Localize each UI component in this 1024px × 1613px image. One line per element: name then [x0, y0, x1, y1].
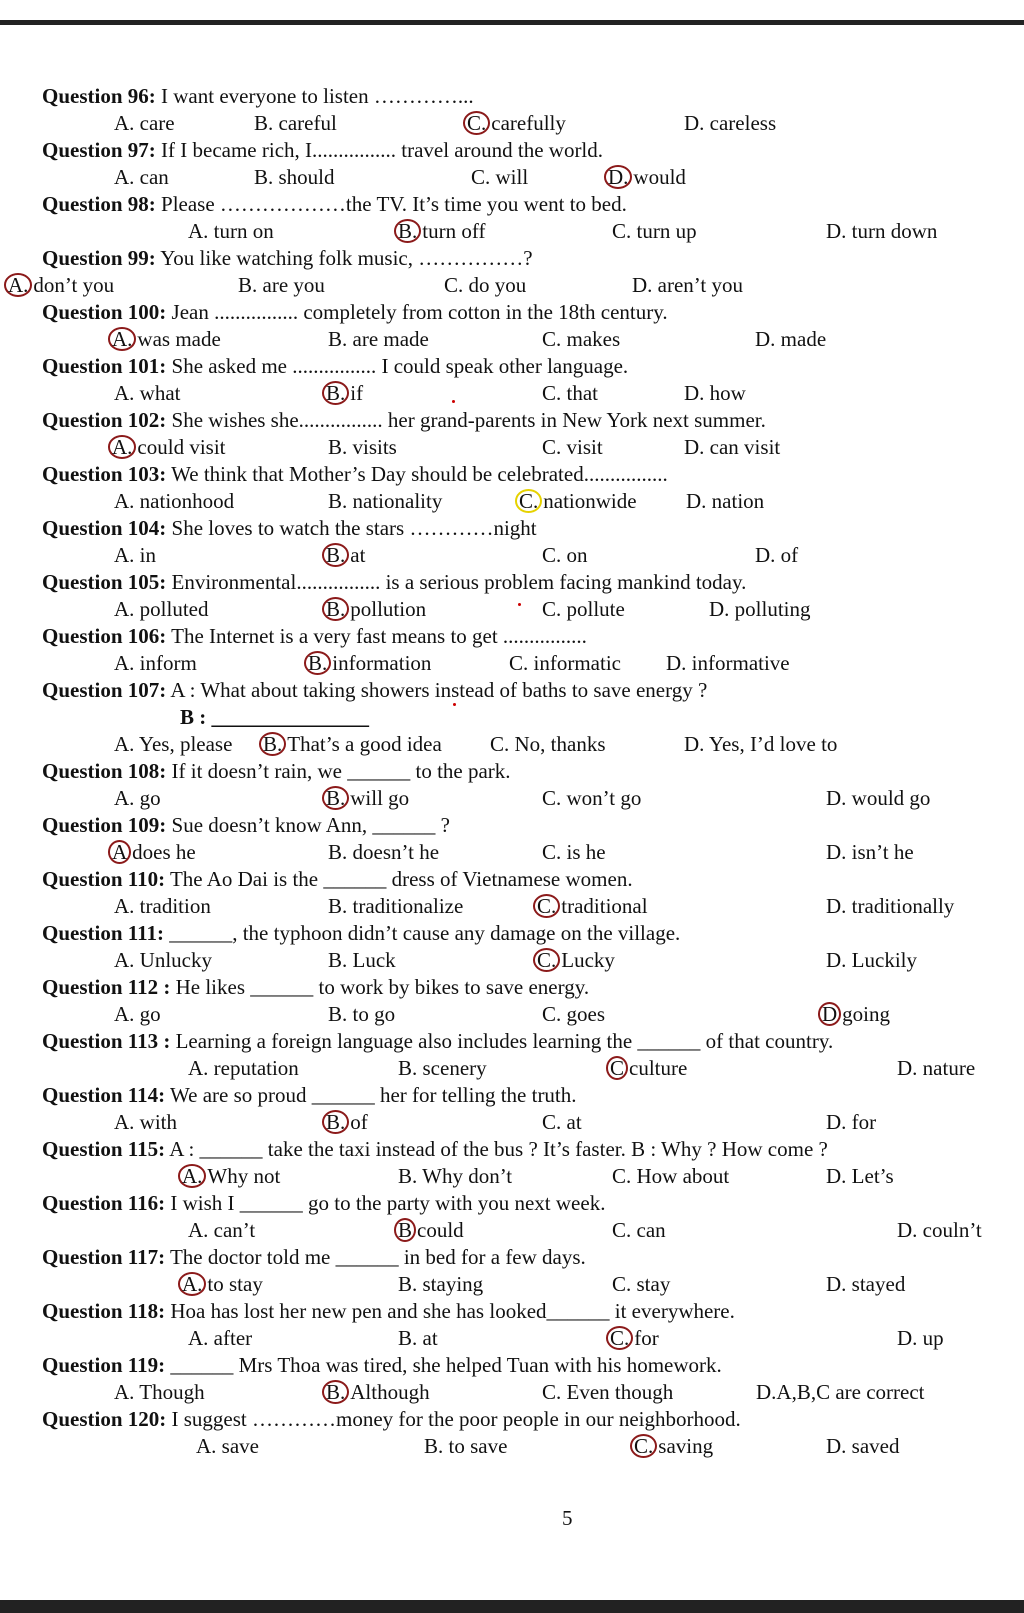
option-b-selected[interactable]: B. if: [322, 381, 363, 405]
option-c[interactable]: C. can: [612, 1218, 666, 1242]
option-c[interactable]: C. informatic: [509, 651, 621, 675]
option-b[interactable]: B. visits: [328, 435, 397, 459]
option-a[interactable]: A. care: [114, 111, 175, 135]
question-118: Question 118: Hoa has lost her new pen and she has looked______ it everywhere.: [42, 1299, 735, 1323]
option-c[interactable]: C. visit: [542, 435, 603, 459]
option-a[interactable]: A. with: [114, 1110, 177, 1134]
answer-circle: A: [108, 840, 131, 864]
option-d[interactable]: D. saved: [826, 1434, 900, 1458]
option-a[interactable]: A. Yes, please: [114, 732, 233, 756]
option-a[interactable]: A. turn on: [188, 219, 274, 243]
option-d[interactable]: D. Yes, I’d love to: [684, 732, 838, 756]
question-101: Question 101: She asked me ................ I could speak other language.: [42, 354, 629, 378]
option-c[interactable]: C. stay: [612, 1272, 671, 1296]
option-d[interactable]: D. aren’t you: [632, 273, 743, 297]
option-a[interactable]: A. save: [196, 1434, 259, 1458]
option-c[interactable]: C. won’t go: [542, 786, 642, 810]
option-c[interactable]: C. How about: [612, 1164, 730, 1188]
option-b[interactable]: B. at: [398, 1326, 438, 1350]
option-a[interactable]: A. inform: [114, 651, 197, 675]
answer-circle: C.: [533, 948, 560, 972]
answer-circle: D: [818, 1002, 841, 1026]
question-102: Question 102: She wishes she................ her grand-parents in New York next summer.: [42, 408, 766, 432]
option-a[interactable]: A. Unlucky: [114, 948, 212, 972]
q107-speaker-b: B : _______________: [180, 705, 369, 729]
answer-circle: C.: [606, 1326, 633, 1350]
option-d[interactable]: D. careless: [684, 111, 777, 135]
option-a[interactable]: A. can’t: [188, 1218, 256, 1242]
answer-circle: B.: [394, 219, 421, 243]
option-c[interactable]: C. makes: [542, 327, 621, 351]
option-d[interactable]: D. isn’t he: [826, 840, 914, 864]
option-c[interactable]: C. Even though: [542, 1380, 674, 1404]
answer-circle: A.: [178, 1272, 206, 1296]
option-d[interactable]: D. nation: [686, 489, 765, 513]
option-d[interactable]: D. turn down: [826, 219, 938, 243]
option-d[interactable]: D. traditionally: [826, 894, 955, 918]
option-c-selected[interactable]: C culture: [606, 1056, 687, 1080]
option-a-selected[interactable]: A. Why not: [178, 1164, 280, 1188]
option-c[interactable]: C. pollute: [542, 597, 625, 621]
option-a-selected[interactable]: A. to stay: [178, 1272, 263, 1296]
option-a-selected[interactable]: A. don’t you: [4, 273, 114, 297]
option-d[interactable]: D. informative: [666, 651, 790, 675]
option-b[interactable]: B. traditionalize: [328, 894, 464, 918]
answer-circle: C.: [463, 111, 490, 135]
option-d[interactable]: D. stayed: [826, 1272, 906, 1296]
option-d[interactable]: D. made: [755, 327, 827, 351]
option-b-selected[interactable]: B. Although: [322, 1380, 430, 1404]
question-112: Question 112 : He likes ______ to work by bikes to save energy.: [42, 975, 590, 999]
option-d[interactable]: D. nature: [897, 1056, 976, 1080]
option-a-selected[interactable]: A does he: [108, 840, 196, 864]
option-d-selected[interactable]: D going: [818, 1002, 890, 1026]
option-a[interactable]: A. in: [114, 543, 156, 567]
option-c[interactable]: C. that: [542, 381, 598, 405]
option-a[interactable]: A. Though: [114, 1380, 205, 1404]
answer-circle: A.: [178, 1164, 206, 1188]
option-d[interactable]: D. Luckily: [826, 948, 917, 972]
question-109: Question 109: Sue doesn’t know Ann, ______ ?: [42, 813, 450, 837]
answer-circle: C.: [630, 1434, 657, 1458]
option-b[interactable]: B. Luck: [328, 948, 396, 972]
question-117: Question 117: The doctor told me ______ in bed for a few days.: [42, 1245, 586, 1269]
option-d[interactable]: D. can visit: [684, 435, 781, 459]
answer-circle: B.: [322, 543, 349, 567]
question-110: Question 110: The Ao Dai is the ______ dress of Vietnamese women.: [42, 867, 633, 891]
option-d[interactable]: D. would go: [826, 786, 931, 810]
option-c[interactable]: C. on: [542, 543, 588, 567]
question-99: Question 99: You like watching folk music, ……………?: [42, 246, 533, 270]
question-103: Question 103: We think that Mother’s Day should be celebrated................: [42, 462, 668, 486]
question-104: Question 104: She loves to watch the stars …………night: [42, 516, 537, 540]
question-107: Question 107: A : What about taking showers instead of baths to save energy ?: [42, 678, 708, 702]
option-a-selected[interactable]: A. was made: [108, 327, 221, 351]
option-a[interactable]: A. reputation: [188, 1056, 299, 1080]
question-120: Question 120: I suggest …………money for the poor people in our neighborhood.: [42, 1407, 741, 1431]
option-b[interactable]: B. careful: [254, 111, 337, 135]
option-a[interactable]: A. go: [114, 1002, 161, 1026]
answer-circle: B.: [322, 1380, 349, 1404]
option-b[interactable]: B. are you: [238, 273, 325, 297]
option-d[interactable]: D. for: [826, 1110, 877, 1134]
option-d[interactable]: D.A,B,C are correct: [756, 1380, 925, 1404]
top-border: [0, 20, 1024, 25]
question-116: Question 116: I wish I ______ go to the party with you next week.: [42, 1191, 606, 1215]
answer-circle: A.: [108, 435, 136, 459]
answer-circle: D.: [604, 165, 632, 189]
option-b[interactable]: B. staying: [398, 1272, 484, 1296]
option-c-selected[interactable]: C. saving: [630, 1434, 713, 1458]
option-b-selected[interactable]: B. turn off: [394, 219, 485, 243]
option-d[interactable]: D. up: [897, 1326, 944, 1350]
option-b-selected[interactable]: B. information: [304, 651, 431, 675]
option-b[interactable]: B. are made: [328, 327, 429, 351]
option-b-selected[interactable]: B. will go: [322, 786, 409, 810]
option-c[interactable]: C. will: [471, 165, 529, 189]
option-c-selected[interactable]: C. nationwide: [515, 489, 637, 513]
option-c[interactable]: C. at: [542, 1110, 582, 1134]
option-a-selected[interactable]: A. could visit: [108, 435, 226, 459]
option-b[interactable]: B. should: [254, 165, 335, 189]
option-b[interactable]: B. doesn’t he: [328, 840, 440, 864]
question-115: Question 115: A : ______ take the taxi instead of the bus ? It’s faster. B : Why ? How come ?: [42, 1137, 828, 1161]
question-114: Question 114: We are so proud ______ her for telling the truth.: [42, 1083, 577, 1107]
option-d[interactable]: D. couln’t: [897, 1218, 982, 1242]
page-number: 5: [562, 1506, 573, 1530]
answer-circle: C.: [533, 894, 560, 918]
option-a[interactable]: A. what: [114, 381, 181, 405]
question-113: Question 113 : Learning a foreign language also includes learning the ______ of that country.: [42, 1029, 834, 1053]
answer-circle: B: [394, 1218, 416, 1242]
question-108: Question 108: If it doesn’t rain, we ______ to the park.: [42, 759, 511, 783]
option-c[interactable]: C. No, thanks: [490, 732, 606, 756]
stray-mark: [453, 703, 456, 706]
option-b[interactable]: B. Why don’t: [398, 1164, 513, 1188]
option-b-selected[interactable]: B. pollution: [322, 597, 426, 621]
stray-mark: [518, 603, 521, 606]
question-106: Question 106: The Internet is a very fast means to get ................: [42, 624, 587, 648]
option-c[interactable]: C. do you: [444, 273, 527, 297]
option-a[interactable]: A. can: [114, 165, 169, 189]
option-d[interactable]: D. how: [684, 381, 746, 405]
option-b-selected[interactable]: B. of: [322, 1110, 368, 1134]
option-a[interactable]: A. polluted: [114, 597, 209, 621]
option-a[interactable]: A. after: [188, 1326, 253, 1350]
answer-circle: B.: [259, 732, 286, 756]
option-d[interactable]: D. Let’s: [826, 1164, 894, 1188]
option-b[interactable]: B. nationality: [328, 489, 443, 513]
stray-mark: [452, 400, 455, 403]
option-b[interactable]: B. scenery: [398, 1056, 487, 1080]
option-d[interactable]: D. polluting: [709, 597, 811, 621]
answer-circle: C: [606, 1056, 628, 1080]
option-d-selected[interactable]: D. would: [604, 165, 686, 189]
option-c[interactable]: C. is he: [542, 840, 606, 864]
option-c-selected[interactable]: C. traditional: [533, 894, 648, 918]
option-b-selected[interactable]: B could: [394, 1218, 464, 1242]
question-119: Question 119: ______ Mrs Thoa was tired, she helped Tuan with his homework.: [42, 1353, 722, 1377]
option-c[interactable]: C. turn up: [612, 219, 697, 243]
option-b[interactable]: B. to save: [424, 1434, 508, 1458]
answer-circle: B.: [322, 381, 349, 405]
option-a[interactable]: A. go: [114, 786, 161, 810]
question-100: Question 100: Jean ................ completely from cotton in the 18th century.: [42, 300, 668, 324]
answer-circle: B.: [304, 651, 331, 675]
answer-circle: A.: [108, 327, 136, 351]
question-111: Question 111: ______, the typhoon didn’t cause any damage on the village.: [42, 921, 681, 945]
option-c-selected[interactable]: C. for: [606, 1326, 659, 1350]
bottom-border: [0, 1600, 1024, 1613]
option-c-selected[interactable]: C. Lucky: [533, 948, 615, 972]
answer-circle: B.: [322, 1110, 349, 1134]
option-c-selected[interactable]: C. carefully: [463, 111, 566, 135]
answer-circle: B.: [322, 786, 349, 810]
option-d[interactable]: D. of: [755, 543, 799, 567]
answer-circle-highlight: C.: [515, 489, 542, 513]
question-96: Question 96: I want everyone to listen …………...: [42, 84, 474, 108]
answer-circle: B.: [322, 597, 349, 621]
question-98: Question 98: Please ………………the TV. It’s time you went to bed.: [42, 192, 627, 216]
question-97: Question 97: If I became rich, I................ travel around the world.: [42, 138, 604, 162]
option-b-selected[interactable]: B. at: [322, 543, 365, 567]
option-b[interactable]: B. to go: [328, 1002, 396, 1026]
option-a[interactable]: A. nationhood: [114, 489, 235, 513]
option-a[interactable]: A. tradition: [114, 894, 211, 918]
question-105: Question 105: Environmental................ is a serious problem facing mankind today.: [42, 570, 747, 594]
answer-circle: A.: [4, 273, 32, 297]
option-c[interactable]: C. goes: [542, 1002, 605, 1026]
option-b-selected[interactable]: B. That’s a good idea: [259, 732, 442, 756]
